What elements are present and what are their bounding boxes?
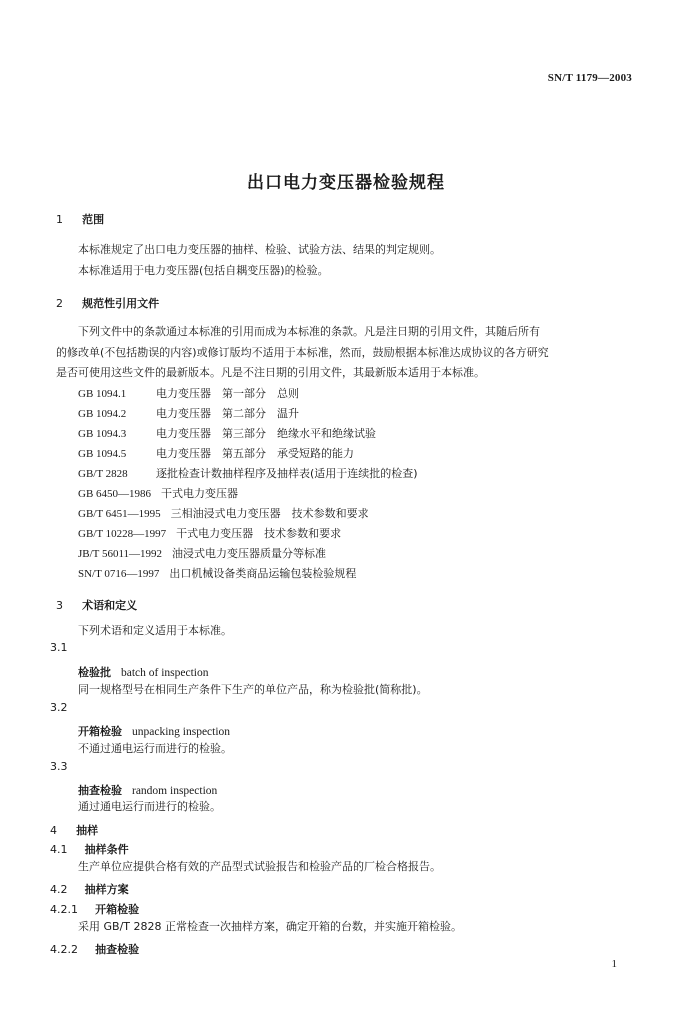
paragraph-line: 的修改单(不包括勘误的内容)或修订版均不适用于本标准，然而，鼓励根据本标准达成协议的各方研究 [56,346,549,359]
subsection-number: 4.1 [50,843,68,856]
subsection-title: 抽样条件 [84,843,129,856]
reference-code: GB 1094.3 [78,428,127,440]
reference-code: GB 6450—1986 [78,488,152,500]
subsection-number: 4.2.2 [50,943,78,956]
section-number: 2 [56,297,63,310]
standard-code: SN/T 1179—2003 [547,72,632,84]
term-definition: 通过通电运行而进行的检验。 [78,800,221,813]
reference-item [78,505,369,521]
section-title: 规范性引用文件 [82,297,160,310]
reference-code: GB/T 10228—1997 [78,528,167,540]
reference-title: 出口机械设备类商品运输包装检验规程 [169,567,357,580]
reference-code: GB 1094.5 [78,448,127,460]
term-entry [78,661,209,680]
term-definition: 不通过通电运行而进行的检验。 [78,742,232,755]
reference-item [78,565,356,581]
term-name: 抽查检验 [78,784,122,797]
term-english: unpacking inspection [132,726,231,738]
paragraph: 采用 GB/T 2828 正常检查一次抽样方案，确定开箱的台数，并实施开箱检验。 [78,920,462,933]
section-number: 4 [50,824,57,837]
term-number: 3.1 [50,641,68,654]
subsection-title: 抽查检验 [95,943,140,956]
page-number: 1 [611,958,617,970]
subsection-4-1-heading [50,838,129,857]
reference-code: GB/T 2828 [78,468,128,480]
reference-title: 电力变压器 第三部分 绝缘水平和绝缘试验 [156,427,376,440]
subsection-number: 4.2.1 [50,903,78,916]
term-definition: 同一规格型号在相同生产条件下生产的单位产品，称为检验批(简称批)。 [78,683,428,696]
reference-title: 电力变压器 第一部分 总则 [156,387,299,400]
subsection-4-2-2-heading [50,938,139,957]
section-number: 3 [56,599,63,612]
reference-item [78,385,299,401]
page-title: 出口电力变压器检验规程 [247,173,445,193]
reference-code: GB 1094.1 [78,388,127,400]
paragraph: 本标准规定了出口电力变压器的抽样、检验、试验方法、结果的判定规则。 [78,243,441,256]
term-number: 3.2 [50,701,68,714]
subsection-4-2-1-heading [50,898,139,917]
reference-title: 干式电力变压器 技术参数和要求 [176,527,342,540]
subsection-4-2-heading [50,878,129,897]
reference-item [78,525,341,541]
paragraph-line: 下列文件中的条款通过本标准的引用而成为本标准的条款。凡是注日期的引用文件，其随后所有 [78,325,540,338]
reference-code: JB/T 56011—1992 [78,548,163,560]
section-1-heading [56,208,104,227]
section-number: 1 [56,213,63,226]
section-3-heading [56,594,137,613]
subsection-title: 抽样方案 [84,883,129,896]
term-english: random inspection [132,785,218,797]
paragraph: 生产单位应提供合格有效的产品型式试验报告和检验产品的厂检合格报告。 [78,860,441,873]
subsection-number: 4.2 [50,883,68,896]
reference-item [78,425,376,441]
section-title: 抽样 [76,824,99,837]
reference-item [78,405,299,421]
reference-item [78,465,418,481]
section-4-heading [50,819,98,838]
term-entry [78,720,230,739]
reference-code: GB/T 6451—1995 [78,508,161,520]
reference-title: 三相油浸式电力变压器 技术参数和要求 [170,507,369,520]
reference-title: 逐批检查计数抽样程序及抽样表(适用于连续批的检查) [156,467,418,480]
section-2-heading [56,292,159,311]
term-name: 开箱检验 [78,725,122,738]
term-english: batch of inspection [121,667,209,679]
term-entry [78,779,217,798]
reference-title: 油浸式电力变压器质量分等标准 [172,547,327,560]
section-title: 术语和定义 [82,599,138,612]
paragraph: 本标准适用于电力变压器(包括自耦变压器)的检验。 [78,264,329,277]
reference-code: SN/T 0716—1997 [78,568,160,580]
paragraph: 下列术语和定义适用于本标准。 [78,624,232,637]
reference-title: 电力变压器 第二部分 温升 [156,407,299,420]
paragraph-line: 是否可使用这些文件的最新版本。凡是不注日期的引用文件，其最新版本适用于本标准。 [56,366,485,379]
section-title: 范围 [82,213,105,226]
reference-item [78,545,326,561]
subsection-title: 开箱检验 [95,903,140,916]
reference-title: 电力变压器 第五部分 承受短路的能力 [156,447,354,460]
reference-title: 干式电力变压器 [161,487,239,500]
term-number: 3.3 [50,760,68,773]
reference-item [78,485,238,501]
reference-code: GB 1094.2 [78,408,127,420]
term-name: 检验批 [78,666,111,679]
reference-item [78,445,354,461]
